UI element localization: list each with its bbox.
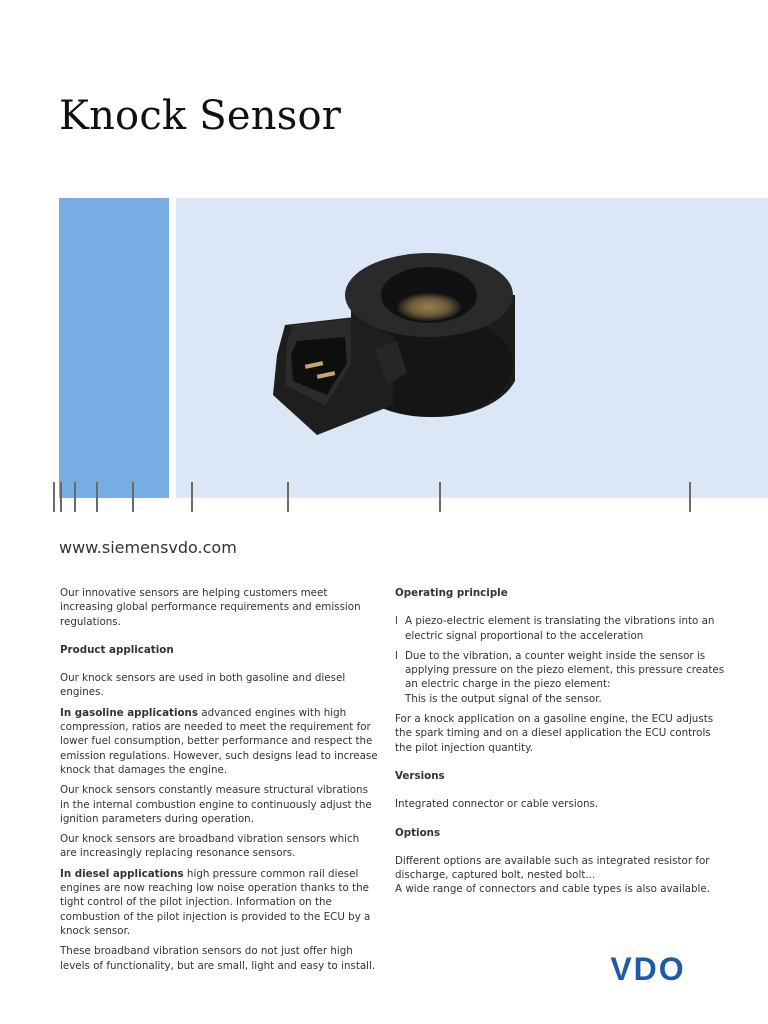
bullet-item <box>395 649 725 706</box>
tick-mark <box>439 482 441 512</box>
broadband-paragraph: Our knock sensors are broadband vibration sensors which are increasingly replacing resonance sensors. <box>60 833 360 860</box>
product-application-heading: Product application <box>60 643 174 656</box>
options-heading: Options <box>395 826 441 839</box>
gasoline-text: advanced engines with high compression, ratios are needed to meet the requirement for lower fuel consumption, better performance and respect the emission regulations. However, such designs lead to increase knock that damages the engine. <box>60 706 378 776</box>
gasoline-lead: In gasoline applications <box>60 706 199 719</box>
bullet-marker: l <box>395 649 398 662</box>
right-column <box>395 586 725 903</box>
tick-mark <box>96 482 98 512</box>
tick-mark <box>132 482 134 512</box>
bullet-item <box>395 614 725 643</box>
gasoline-paragraph <box>60 706 378 777</box>
bullet-text: A piezo-electric element is translating the vibrations into an electric signal proportional to the acceleration <box>405 615 715 642</box>
tick-mark <box>287 482 289 512</box>
left-column <box>60 586 378 979</box>
options-paragraph: Different options are available such as integrated resistor for discharge, captured bolt, nested bolt... <box>395 854 710 882</box>
bullet-text: Due to the vibration, a counter weight inside the sensor is applying pressure on the piezo element, this pressure creates an electric charge in the piezo element: <box>405 649 725 691</box>
website-url[interactable]: www.siemensvdo.com <box>59 538 237 557</box>
operating-principle-heading: Operating principle <box>395 587 508 599</box>
diesel-paragraph <box>60 867 378 938</box>
options-paragraph-2: A wide range of connectors and cable types is also available. <box>395 883 710 896</box>
tick-mark <box>53 482 55 512</box>
diesel-text: high pressure common rail diesel engines are now reaching low noise operation thanks to the tight control of the pilot injection. Information on the combustion of the pilot injection is provided to the ECU by a knock sensor. <box>60 867 371 937</box>
functionality-paragraph: These broadband vibration sensors do not just offer high levels of functionality, but are small, light and easy to install. <box>60 945 376 972</box>
usage-paragraph: Our knock sensors are used in both gasoline and diesel engines. <box>60 672 346 699</box>
bullet-text-extra: This is the output signal of the sensor. <box>405 692 602 705</box>
bullet-marker: l <box>395 615 398 628</box>
accent-blue-block <box>59 198 169 498</box>
versions-paragraph: Integrated connector or cable versions. <box>395 798 599 811</box>
tick-mark <box>689 482 691 512</box>
diesel-lead: In diesel applications <box>60 867 184 880</box>
tick-mark <box>60 482 62 512</box>
tick-mark <box>74 482 76 512</box>
knock-sensor-image <box>265 245 515 445</box>
operating-paragraph: For a knock application on a gasoline engine, the ECU adjusts the spark timing and on a diesel application the ECU controls the pilot injection quantity. <box>395 713 714 754</box>
vdo-logo <box>592 950 704 986</box>
vdo-logo-text: VDO <box>610 951 686 986</box>
vibration-paragraph: Our knock sensors constantly measure structural vibrations in the internal combustion engine to continuously adjust the ignition parameters during operation. <box>60 784 372 825</box>
tick-mark <box>191 482 193 512</box>
intro-paragraph: Our innovative sensors are helping customers meet increasing global performance requirements and emission regulations. <box>60 587 361 628</box>
page-title: Knock Sensor <box>59 92 342 139</box>
versions-heading: Versions <box>395 769 445 782</box>
